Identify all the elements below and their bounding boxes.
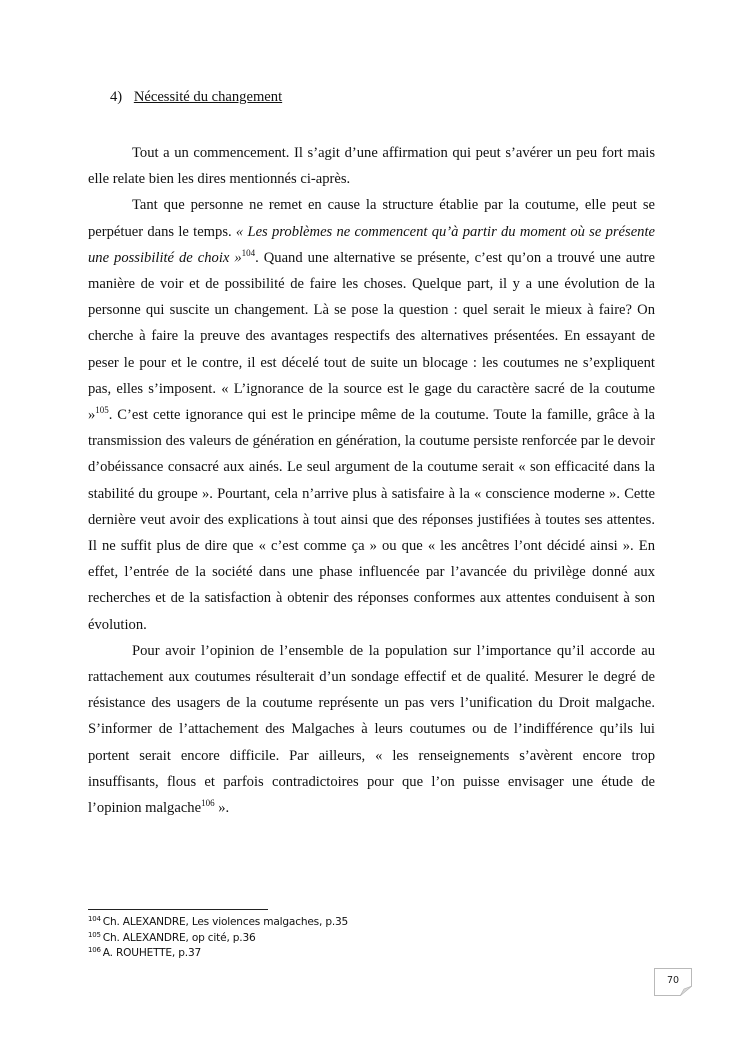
section-heading — [110, 88, 282, 106]
section-number: 4) — [110, 89, 123, 105]
page-curl-icon — [680, 986, 692, 996]
footnote-number: 106 — [88, 946, 101, 954]
italic-quote: « Les problèmes ne commencent qu’à partir du moment où se présente une possibilité de choix » — [88, 223, 656, 266]
paragraph-2 — [88, 192, 655, 637]
page-number-box — [654, 968, 692, 996]
paragraph-3-text-after: ». — [214, 800, 230, 817]
paragraph-1-text: Tout a un commencement. Il s’agit d’une affirmation qui peut s’avérer un peu fort mais elle relate bien les dires mentionnés ci-après. — [88, 145, 655, 188]
paragraph-3-text: Pour avoir l’opinion de l’ensemble de la population sur l’importance qu’il accorde au rattachement aux coutumes résulterait d’un sondage effectif et de qualité. Mesurer le degré de résistance des usagers de la coutume représente un pas vers l’unification du Droit malgache. S’informer de l’attachement des Malgaches à leurs coutumes ou de l’indifférence qu’ils lui portent serait encore difficile. Par ailleurs, « les renseignements s’avèrent encore trop insuffisants, flous et parfois contradictoires pour que l’on puisse envisager une étude de l’opinion malgache — [88, 642, 655, 817]
footnote-106 — [88, 946, 488, 962]
paragraph-3 — [88, 638, 655, 821]
paragraph-2-text-after: . C’est cette ignorance qui est le principe même de la coutume. Toute la famille, grâce à la transmission des valeurs de génération en génération, la coutume persiste renforcée par le devoir d’obéissance consacré aux ainés. Le seul argument de la coutume serait « son efficacité dans la stabilité du groupe ». Pourtant, cela n’arrive plus à satisfaire à la « conscience moderne ». Cette dernière veut avoir des explications à tout ainsi que des réponses justifiées à toutes ses attentes. Il ne suffit plus de dire que « c’est comme ça » ou que « les ancêtres l’ont décidé ainsi ». En effet, l’entrée de la société dans une phase influencée par l’avancée du privilège donné aux recherches et de la satisfaction à obtenir des réponses conformes aux attentes conduisent à son évolution. — [88, 407, 655, 633]
paragraph-2-text-middle: . Quand une alternative se présente, c’est qu’on a trouvé une autre manière de voir et de possibilité de faire les choses. Quelque part, il y a une évolution de la personne qui suscite un changement. Là se pose la question : quel serait le mieux à faire? On cherche à faire la preuve des avantages respectifs des alternatives présentées. En essayant de peser le pour et le contre, il est décelé tout de suite un blocage : les coutumes ne s’expliquent pas, elles s’imposent. « L’ignorance de la source est le gage du caractère sacré de la coutume » — [88, 249, 656, 424]
footnote-number: 104 — [88, 915, 101, 923]
paragraph-2-text-before: Tant que personne ne remet en cause la structure établie par la coutume, elle peut se perpétuer dans le temps. — [88, 197, 655, 240]
footnote-ref-104: 104 — [241, 247, 256, 258]
footnote-number: 105 — [88, 930, 101, 939]
page-number: 70 — [666, 975, 680, 986]
footnote-ref-106: 106 — [201, 798, 215, 809]
footnote-104 — [88, 915, 488, 931]
footnote-105 — [88, 931, 488, 947]
footnote-separator — [88, 909, 268, 910]
footnote-text: Ch. ALEXANDRE, op cité, p.36 — [102, 931, 256, 944]
footnote-text: Ch. ALEXANDRE, Les violences malgaches, p.35 — [102, 916, 349, 928]
footnote-text: A. ROUHETTE, p.37 — [102, 947, 202, 959]
footnotes — [88, 915, 488, 962]
paragraph-1 — [88, 140, 655, 192]
section-title: Nécessité du changement — [133, 89, 283, 105]
body-text — [88, 140, 655, 821]
footnote-ref-105: 105 — [95, 405, 109, 416]
